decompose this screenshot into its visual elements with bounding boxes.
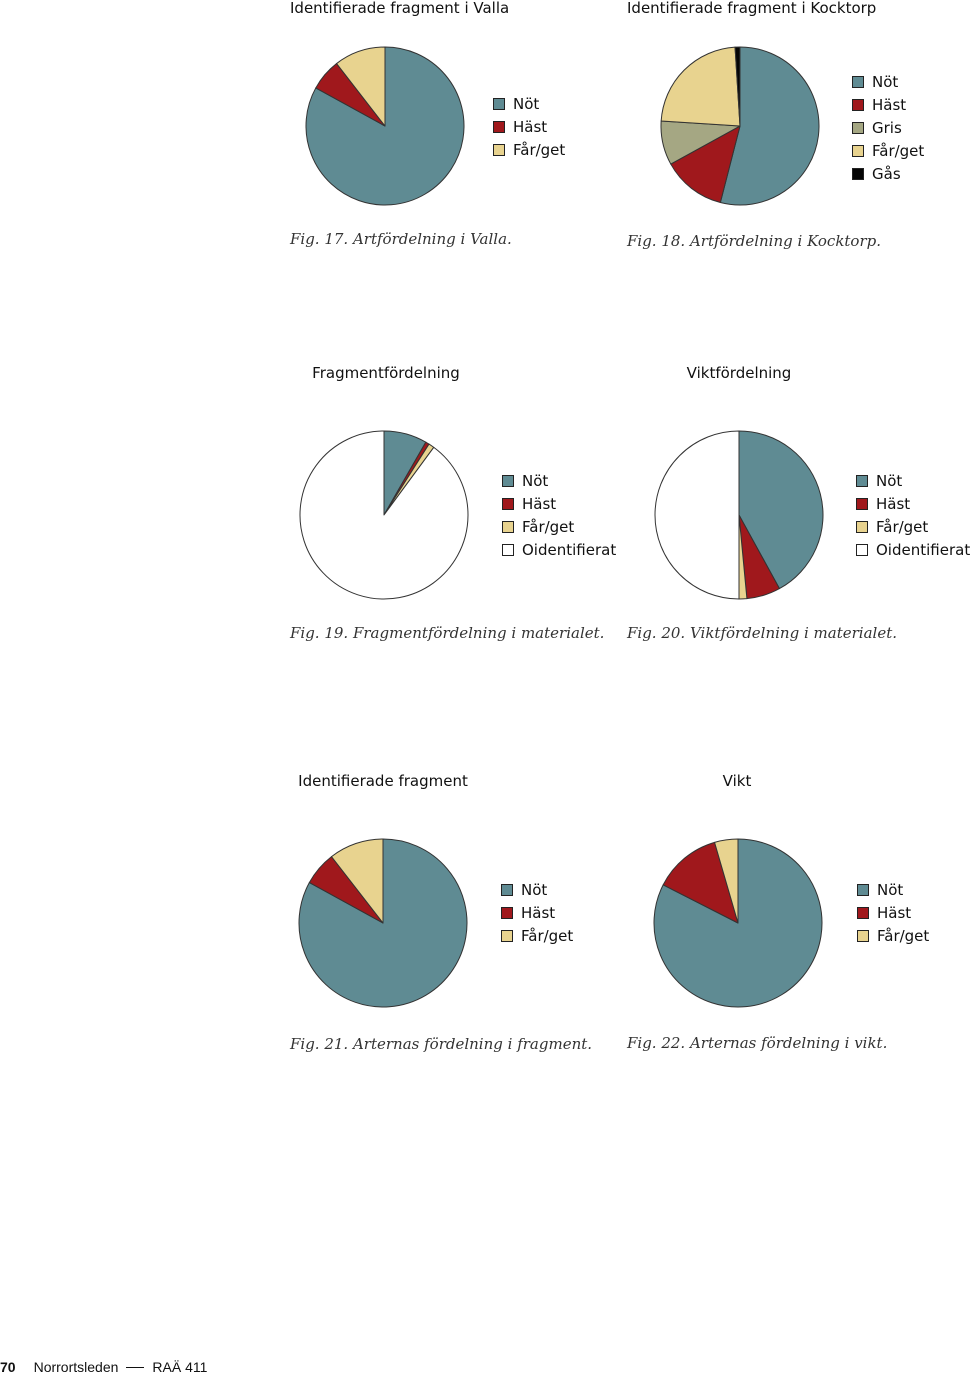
legend-label: Nöt	[513, 94, 540, 113]
legend-label: Nöt	[877, 880, 904, 899]
legend	[501, 878, 573, 947]
pie-slice-oidentifierat	[300, 431, 468, 599]
legend-item-oidentifierat	[856, 538, 970, 561]
legend-item-hast	[493, 115, 565, 138]
legend-label: Häst	[522, 494, 557, 513]
legend-swatch	[852, 122, 864, 134]
legend-swatch	[502, 498, 514, 510]
legend-swatch	[493, 98, 505, 110]
pie-slice-far-get	[661, 47, 740, 126]
legend-item-hast	[501, 901, 573, 924]
legend-label: Nöt	[521, 880, 548, 899]
legend	[857, 878, 929, 947]
chart-title: Fragmentfördelning	[312, 364, 460, 382]
legend-item-not	[493, 92, 565, 115]
legend-item-oidentifierat	[502, 538, 616, 561]
legend-label: Får/get	[521, 926, 574, 945]
legend-swatch	[502, 521, 514, 533]
legend-swatch	[493, 144, 505, 156]
legend-swatch	[856, 498, 868, 510]
pie-chart	[654, 430, 824, 600]
legend-item-hast	[852, 93, 924, 116]
legend-label: Häst	[876, 494, 911, 513]
figure-caption: Fig. 19. Fragmentfördelning i materialet.	[290, 624, 605, 642]
legend-item-far-get	[857, 924, 929, 947]
figure-caption: Fig. 17. Artfördelning i Valla.	[290, 230, 512, 248]
legend-item-far-get	[493, 138, 565, 161]
chart-title: Viktfördelning	[686, 364, 792, 382]
legend-item-not	[502, 469, 616, 492]
pie-chart	[653, 838, 823, 1008]
publication-title: Norrortsleden	[33, 1359, 119, 1375]
legend-swatch	[501, 884, 513, 896]
legend-label: Får/get	[877, 926, 930, 945]
chart-title: Identifierade fragment i Kocktorp	[627, 0, 877, 17]
legend-label: Får/get	[513, 140, 566, 159]
legend-item-gris	[852, 116, 924, 139]
legend-swatch	[852, 145, 864, 157]
figure-caption: Fig. 22. Arternas fördelning i vikt.	[627, 1034, 888, 1052]
legend-swatch	[852, 99, 864, 111]
legend-swatch	[502, 475, 514, 487]
legend	[502, 469, 616, 561]
legend-swatch	[856, 521, 868, 533]
legend-item-far-get	[501, 924, 573, 947]
legend-label: Gås	[872, 164, 901, 183]
legend-item-hast	[502, 492, 616, 515]
pie-chart	[299, 430, 469, 600]
legend-label: Häst	[877, 903, 912, 922]
chart-title: Vikt	[722, 772, 752, 790]
legend-label: Oidentifierat	[876, 540, 970, 559]
legend-item-not	[852, 70, 924, 93]
figure-caption: Fig. 21. Arternas fördelning i fragment.	[290, 1035, 593, 1053]
chart-title: Identifierade fragment	[298, 772, 468, 790]
legend-label: Nöt	[522, 471, 549, 490]
legend	[856, 469, 970, 561]
legend	[493, 92, 565, 161]
legend-label: Häst	[513, 117, 548, 136]
legend-label: Oidentifierat	[522, 540, 617, 559]
legend-swatch	[856, 544, 868, 556]
chart-title: Identifierade fragment i Valla	[290, 0, 510, 17]
figure-caption: Fig. 20. Viktfördelning i materialet.	[627, 624, 897, 642]
legend-item-not	[856, 469, 970, 492]
page-number: 70	[0, 1359, 16, 1375]
legend-swatch	[857, 884, 869, 896]
legend-item-far-get	[502, 515, 616, 538]
legend-label: Får/get	[872, 141, 925, 160]
legend-item-hast	[857, 901, 929, 924]
legend-item-far-get	[852, 139, 924, 162]
legend-swatch	[502, 544, 514, 556]
legend-swatch	[852, 168, 864, 180]
legend-swatch	[501, 930, 513, 942]
figure-caption: Fig. 18. Artfördelning i Kocktorp.	[627, 232, 882, 250]
pie-slice-oidentifierat	[655, 431, 739, 599]
legend-label: Nöt	[876, 471, 903, 490]
legend-swatch	[501, 907, 513, 919]
legend-label: Häst	[872, 95, 907, 114]
legend-label: Nöt	[872, 72, 899, 91]
legend-swatch	[856, 475, 868, 487]
legend	[852, 70, 924, 185]
pie-chart	[305, 46, 465, 206]
legend-swatch	[857, 907, 869, 919]
legend-item-hast	[856, 492, 970, 515]
page-footer	[0, 1359, 207, 1375]
pie-chart	[298, 838, 468, 1008]
legend-label: Gris	[872, 118, 902, 137]
series-label: RAÄ 411	[152, 1359, 208, 1375]
legend-item-gas	[852, 162, 924, 185]
legend-item-far-get	[856, 515, 970, 538]
legend-label: Får/get	[876, 517, 929, 536]
legend-swatch	[852, 76, 864, 88]
legend-item-not	[501, 878, 573, 901]
legend-label: Får/get	[522, 517, 575, 536]
legend-swatch	[493, 121, 505, 133]
legend-swatch	[857, 930, 869, 942]
legend-item-not	[857, 878, 929, 901]
footer-separator	[126, 1367, 144, 1368]
legend-label: Häst	[521, 903, 556, 922]
pie-chart	[660, 46, 820, 206]
